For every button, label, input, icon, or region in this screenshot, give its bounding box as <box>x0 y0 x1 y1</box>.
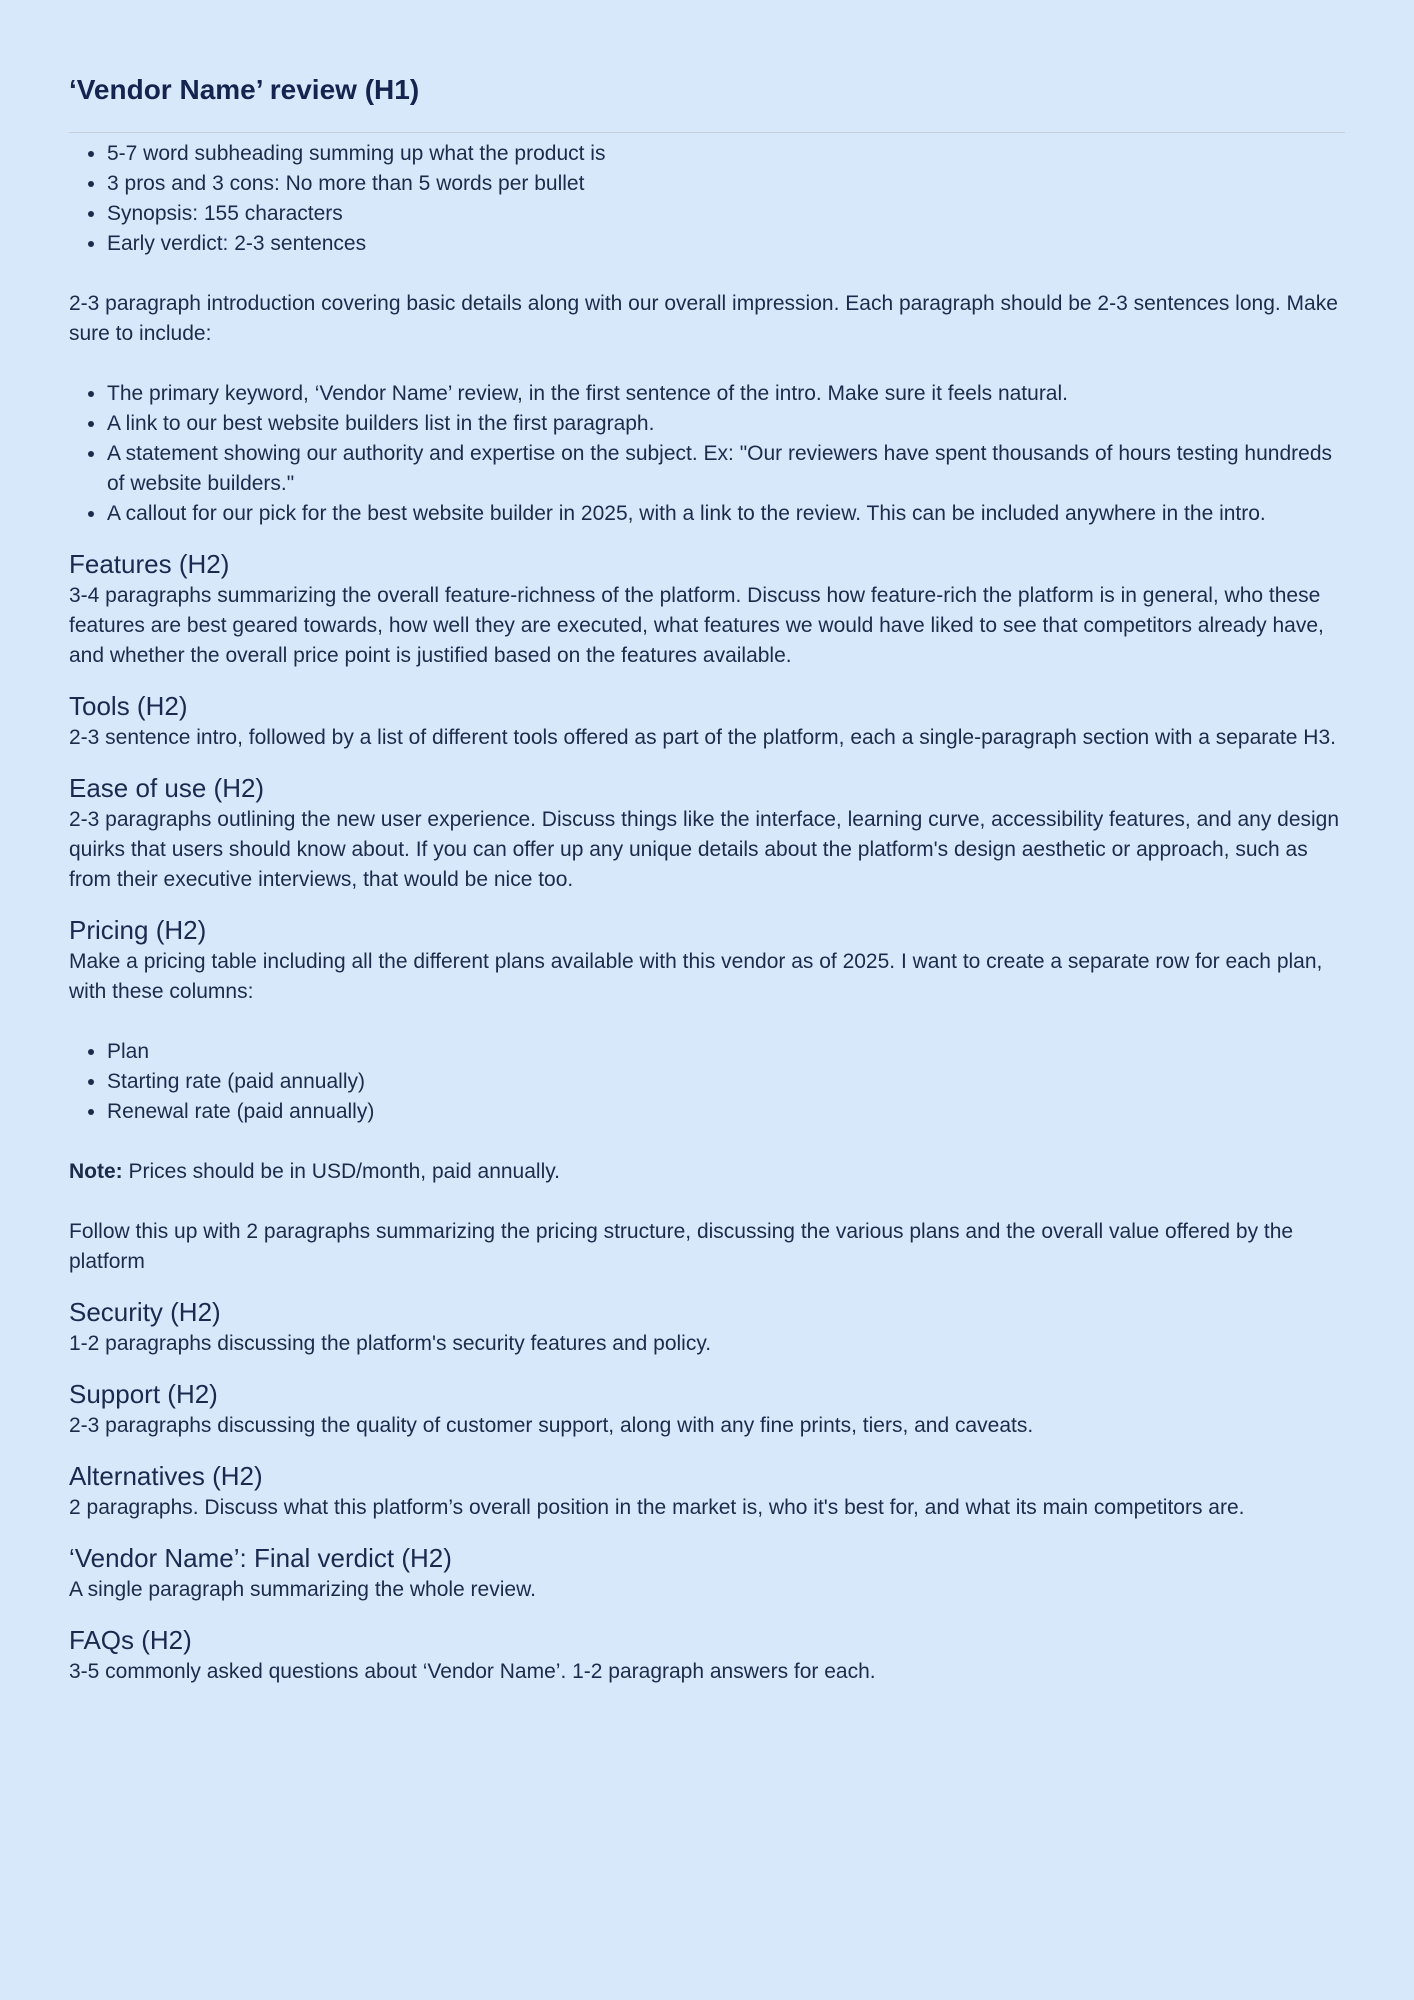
title-divider <box>69 132 1345 133</box>
faqs-heading: FAQs (H2) <box>69 1625 192 1655</box>
list-item: • Plan <box>107 1037 1345 1067</box>
features-body: 3-4 paragraphs summarizing the overall feature-richness of the platform. Discuss how feature-rich the platform is in general, who these features are best geared towards, how well they are executed, what features we would have liked to see that competitors already have, and whether the overall price point is justified based on the features available. <box>69 584 1324 667</box>
note-text: Prices should be in USD/month, paid annually. <box>122 1160 561 1183</box>
support-heading: Support (H2) <box>69 1379 218 1409</box>
summary-list <box>69 139 1345 259</box>
note-label: Note: <box>69 1160 123 1183</box>
features-heading: Features (H2) <box>69 549 230 579</box>
security-heading: Security (H2) <box>69 1297 221 1327</box>
alternatives-heading: Alternatives (H2) <box>69 1461 263 1491</box>
list-item: • A link to our best website builders list in the first paragraph. <box>107 409 1345 439</box>
page-title: ‘Vendor Name’ review (H1) <box>69 74 420 105</box>
list-item: • The primary keyword, ‘Vendor Name’ review, in the first sentence of the intro. Make sure it feels natural. <box>107 379 1345 409</box>
tools-body: 2-3 sentence intro, followed by a list of different tools offered as part of the platform, each a single-paragraph section with a separate H3. <box>69 726 1336 749</box>
pricing-note <box>69 1157 1345 1187</box>
list-item: • A statement showing our authority and expertise on the subject. Ex: "Our reviewers have spent thousands of hours testing hundreds of website builders." <box>107 439 1345 499</box>
list-item: • Starting rate (paid annually) <box>107 1067 1345 1097</box>
support-body: 2-3 paragraphs discussing the quality of customer support, along with any fine prints, tiers, and caveats. <box>69 1414 1034 1437</box>
list-item: • 3 pros and 3 cons: No more than 5 words per bullet <box>107 169 1345 199</box>
alternatives-body: 2 paragraphs. Discuss what this platform’s overall position in the market is, who it's best for, and what its main competitors are. <box>69 1496 1245 1519</box>
security-body: 1-2 paragraphs discussing the platform's security features and policy. <box>69 1332 712 1355</box>
list-item: • Early verdict: 2-3 sentences <box>107 229 1345 259</box>
tools-heading: Tools (H2) <box>69 691 188 721</box>
ease-of-use-heading: Ease of use (H2) <box>69 773 265 803</box>
faqs-body: 3-5 commonly asked questions about ‘Vendor Name’. 1-2 paragraph answers for each. <box>69 1660 876 1683</box>
pricing-body: Make a pricing table including all the different plans available with this vendor as of 2025. I want to create a separate row for each plan, with these columns: <box>69 950 1323 1003</box>
list-item: • A callout for our pick for the best website builder in 2025, with a link to the review. This can be included anywhere in the intro. <box>107 499 1345 529</box>
ease-of-use-body: 2-3 paragraphs outlining the new user experience. Discuss things like the interface, learning curve, accessibility features, and any design quirks that users should know about. If you can offer up any unique details about the platform's design aesthetic or approach, such as from their executive interviews, that would be nice too. <box>69 808 1340 891</box>
final-verdict-heading: ‘Vendor Name’: Final verdict (H2) <box>69 1543 452 1573</box>
list-item: • 5-7 word subheading summing up what the product is <box>107 139 1345 169</box>
list-item: • Synopsis: 155 characters <box>107 199 1345 229</box>
pricing-followup: Follow this up with 2 paragraphs summarizing the pricing structure, discussing the various plans and the overall value offered by the platform <box>69 1220 1294 1273</box>
pricing-columns-list <box>69 1037 1345 1127</box>
final-verdict-body: A single paragraph summarizing the whole review. <box>69 1578 536 1601</box>
intro-paragraph: 2-3 paragraph introduction covering basic details along with our overall impression. Each paragraph should be 2-3 sentences long. Make sure to include: <box>69 292 1338 345</box>
pricing-heading: Pricing (H2) <box>69 915 207 945</box>
intro-list <box>69 379 1345 529</box>
list-item: • Renewal rate (paid annually) <box>107 1097 1345 1127</box>
